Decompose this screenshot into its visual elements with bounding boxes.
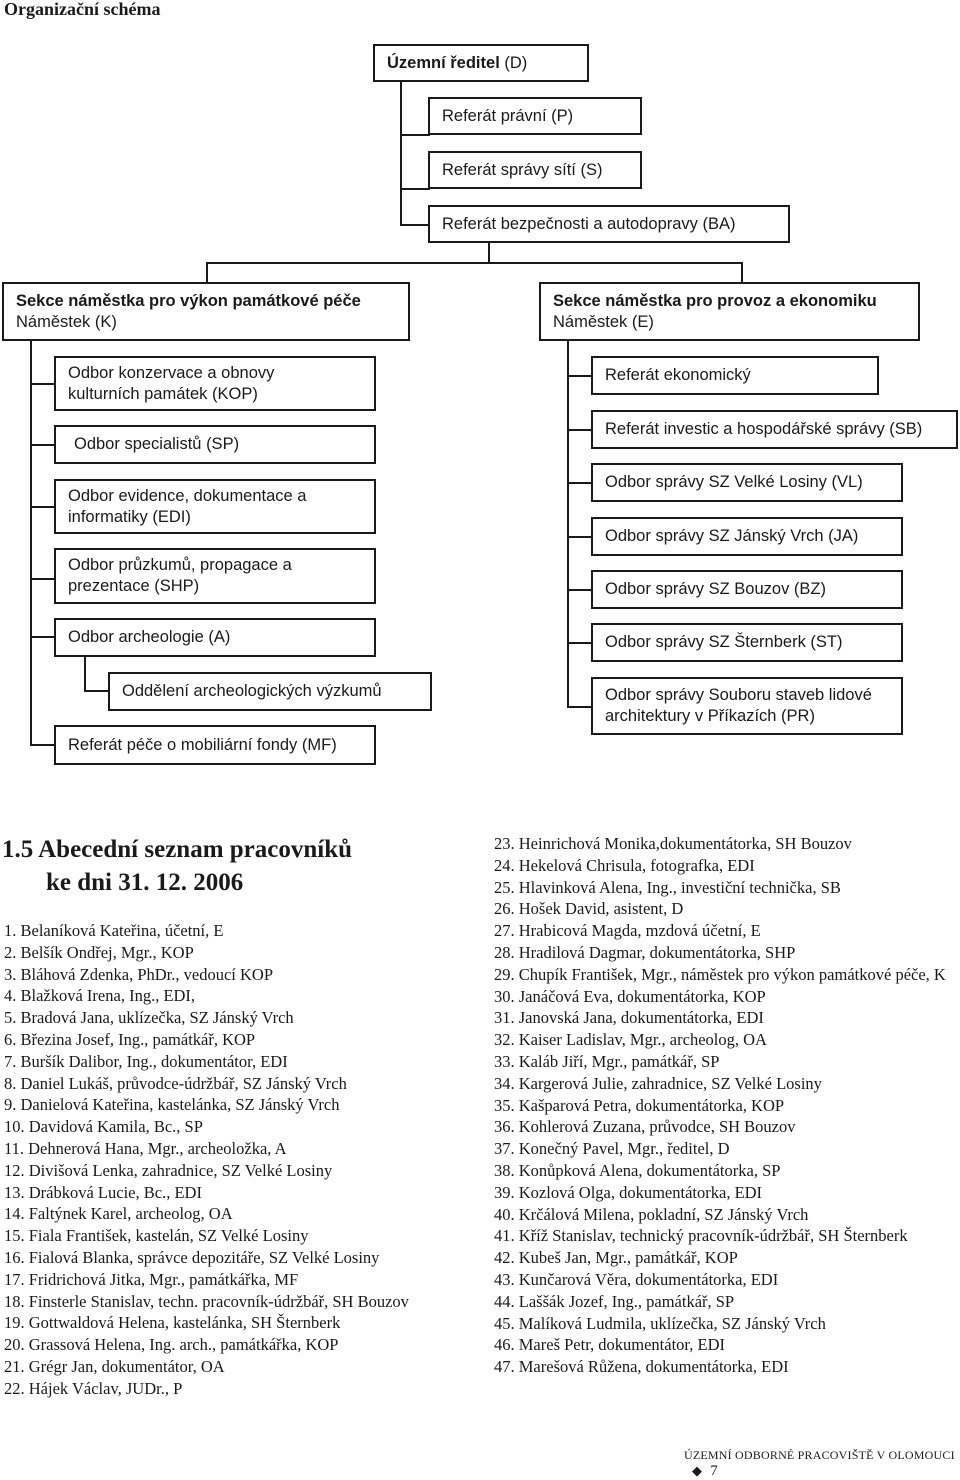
staff-list-item: 36. Kohlerová Zuzana, průvodce, SH Bouzov [494, 1117, 796, 1137]
staff-list-item: 6. Březina Josef, Ing., památkář, KOP [4, 1029, 256, 1049]
staff-list-item: 4. Blažková Irena, Ing., EDI, [4, 986, 196, 1006]
staff-list-item: 15. Fiala František, kastelán, SZ Velké Losiny [4, 1226, 309, 1246]
left-unit-box [54, 725, 376, 765]
right-unit-label: Odbor správy SZ Velké Losiny (VL) [605, 473, 863, 491]
diamond-icon: ◆ [692, 1463, 703, 1478]
director-unit-box [428, 205, 790, 243]
director-unit-label: Referát právní (P) [442, 106, 574, 125]
staff-list-item: 40. Krčálová Milena, pokladní, SZ Jánský Vrch [494, 1204, 809, 1224]
staff-list-item: 2. Belšík Ondřej, Mgr., KOP [4, 942, 194, 962]
staff-list-item: 13. Drábková Lucie, Bc., EDI [4, 1182, 202, 1202]
staff-list-item: 42. Kubeš Jan, Mgr., památkář, KOP [494, 1248, 738, 1268]
staff-list-item: 45. Malíková Ludmila, uklízečka, SZ Jánský Vrch [494, 1313, 826, 1333]
director-name: Územní ředitel [387, 53, 500, 72]
staff-list-item: 35. Kašparová Petra, dokumentátorka, KOP [494, 1095, 785, 1115]
staff-list-item: 26. Hošek David, asistent, D [494, 899, 684, 919]
staff-list-item: 41. Kříž Stanislav, technický pracovník-údržbář, SH Šternberk [494, 1226, 908, 1246]
left-unit-label: Referát péče o mobiliární fondy (MF) [68, 735, 337, 754]
staff-list-item: 30. Janáčová Eva, dokumentátorka, KOP [494, 986, 766, 1006]
staff-list-item: 25. Hlavinková Alena, Ing., investiční technička, SB [494, 877, 841, 897]
staff-list-item: 1. Belaníková Kateřina, účetní, E [4, 921, 224, 940]
right-unit-box [591, 410, 958, 449]
staff-list-item: 18. Finsterle Stanislav, techn. pracovník-údržbář, SH Bouzov [4, 1291, 409, 1311]
staff-list-item: 14. Faltýnek Karel, archeolog, OA [4, 1204, 233, 1224]
staff-list-item: 47. Marešová Růžena, dokumentátorka, EDI [494, 1357, 789, 1377]
right-unit-box [591, 517, 903, 556]
staff-list-item: 39. Kozlová Olga, dokumentátorka, EDI [494, 1182, 763, 1202]
right-unit-box [591, 677, 903, 735]
staff-list-item: 32. Kaiser Ladislav, Mgr., archeolog, OA [494, 1030, 767, 1050]
staff-list-item: 43. Kunčarová Věra, dokumentátorka, EDI [494, 1269, 779, 1289]
staff-list-item: 17. Fridrichová Jitka, Mgr., památkářka, MF [4, 1269, 299, 1289]
right-unit-label: Odbor správy SZ Jánský Vrch (JA) [605, 527, 859, 545]
left-unit-box [54, 356, 376, 411]
staff-list-item: 33. Kaláb Jiří, Mgr., památkář, SP [494, 1051, 720, 1071]
director-unit-box [428, 97, 642, 135]
director-code: (D) [504, 53, 528, 72]
left-section-head: Náměstek (K) [16, 312, 117, 331]
staff-list-item: 9. Danielová Kateřina, kastelánka, SZ Jánský Vrch [4, 1095, 340, 1115]
staff-list-item: 21. Grégr Jan, dokumentátor, OA [4, 1356, 225, 1376]
staff-list-item: 23. Heinrichová Monika,dokumentátorka, SH Bouzov [494, 834, 852, 853]
right-unit-label: Odbor správy SZ Bouzov (BZ) [605, 580, 826, 598]
director-unit-box [428, 151, 642, 189]
right-section-title: Sekce náměstka pro provoz a ekonomiku [553, 291, 877, 310]
staff-list-item: 37. Konečný Pavel, Mgr., ředitel, D [494, 1139, 730, 1159]
staff-list-item: 31. Janovská Jana, dokumentátorka, EDI [494, 1008, 764, 1028]
staff-list-item: 8. Daniel Lukáš, průvodce-údržbář, SZ Jánský Vrch [4, 1073, 347, 1093]
staff-list-item: 29. Chupík František, Mgr., náměstek pro výkon památkové péče, K [494, 964, 946, 984]
left-unit-label: Odbor evidence, dokumentace a informatiky (EDI) [68, 486, 307, 526]
staff-list-item: 38. Konůpková Alena, dokumentátorka, SP [494, 1160, 781, 1180]
right-unit-box [591, 570, 903, 609]
director-box [373, 44, 589, 82]
staff-list-item: 5. Bradová Jana, uklízečka, SZ Jánský Vrch [4, 1008, 294, 1028]
left-section-title: Sekce náměstka pro výkon památkové péče [16, 291, 361, 310]
left-unit-box [54, 618, 376, 657]
left-unit-box [54, 425, 376, 464]
staff-heading-title: 1.5 Abecední seznam pracovníků [2, 836, 353, 863]
right-unit-label: Odbor správy SZ Šternberk (ST) [605, 633, 843, 651]
staff-list-item: 34. Kargerová Julie, zahradnice, SZ Velké Losiny [494, 1073, 822, 1093]
staff-list-item: 27. Hrabicová Magda, mzdová účetní, E [494, 921, 761, 941]
staff-list-left [4, 920, 464, 1400]
right-section-box [539, 282, 920, 341]
right-unit-label: Referát investic a hospodářské správy (SB) [605, 420, 923, 438]
staff-list-item: 46. Mareš Petr, dokumentátor, EDI [494, 1335, 725, 1355]
left-unit-label: Odbor specialistů (SP) [74, 435, 240, 453]
director-unit-label: Referát bezpečnosti a autodopravy (BA) [442, 214, 736, 233]
right-unit-box [591, 623, 903, 662]
staff-list-item: 22. Hájek Václav, JUDr., P [4, 1378, 183, 1398]
right-unit-label: Odbor správy Souboru staveb lidové architektury v Příkazích (PR) [605, 686, 872, 725]
left-unit-label: Odbor archeologie (A) [68, 628, 231, 646]
staff-list-item: 20. Grassová Helena, Ing. arch., památkářka, KOP [4, 1335, 339, 1355]
left-unit-label: Odbor průzkumů, propagace a prezentace (SHP) [68, 556, 292, 595]
left-unit-box [54, 479, 376, 534]
staff-list-item: 19. Gottwaldová Helena, kastelánka, SH Šternberk [4, 1313, 341, 1333]
right-unit-label: Referát ekonomický [605, 366, 751, 384]
staff-list-item: 11. Dehnerová Hana, Mgr., archeoložka, A [4, 1138, 287, 1158]
staff-list-item: 44. Laššák Jozef, Ing., památkář, SP [494, 1291, 735, 1311]
page-footer [684, 1447, 960, 1480]
staff-list-right [494, 833, 960, 1378]
staff-list-item: 24. Hekelová Chrisula, fotografka, EDI [494, 855, 755, 875]
staff-list-item: 7. Buršík Dalibor, Ing., dokumentátor, EDI [4, 1051, 288, 1071]
staff-heading-date: ke dni 31. 12. 2006 [46, 869, 244, 896]
director-unit-label: Referát správy sítí (S) [442, 160, 603, 179]
right-unit-box [591, 356, 879, 395]
left-unit-label: Odbor konzervace a obnovy kulturních památek (KOP) [68, 363, 275, 403]
page-title: Organizační schéma [4, 0, 161, 19]
left-subunit-box [108, 672, 432, 711]
right-section-head: Náměstek (E) [553, 312, 654, 331]
staff-heading [2, 833, 352, 899]
staff-list-item: 28. Hradilová Dagmar, dokumentátorka, SHP [494, 942, 796, 962]
page-number: 7 [710, 1463, 718, 1479]
staff-list-item: 16. Fialová Blanka, správce depozitáře, SZ Velké Losiny [4, 1247, 380, 1267]
staff-list-item: 12. Divišová Lenka, zahradnice, SZ Velké Losiny [4, 1160, 333, 1180]
footer-text: ÚZEMNÍ ODBORNÉ PRACOVIŠTĚ V OLOMOUCI [684, 1448, 955, 1462]
staff-list-item: 3. Bláhová Zdenka, PhDr., vedoucí KOP [4, 964, 274, 984]
left-unit-box [54, 548, 376, 604]
left-subunit-label: Oddělení archeologických výzkumů [122, 682, 382, 700]
left-section-box [2, 282, 410, 341]
staff-list-item: 10. Davidová Kamila, Bc., SP [4, 1117, 203, 1137]
right-unit-box [591, 463, 903, 502]
